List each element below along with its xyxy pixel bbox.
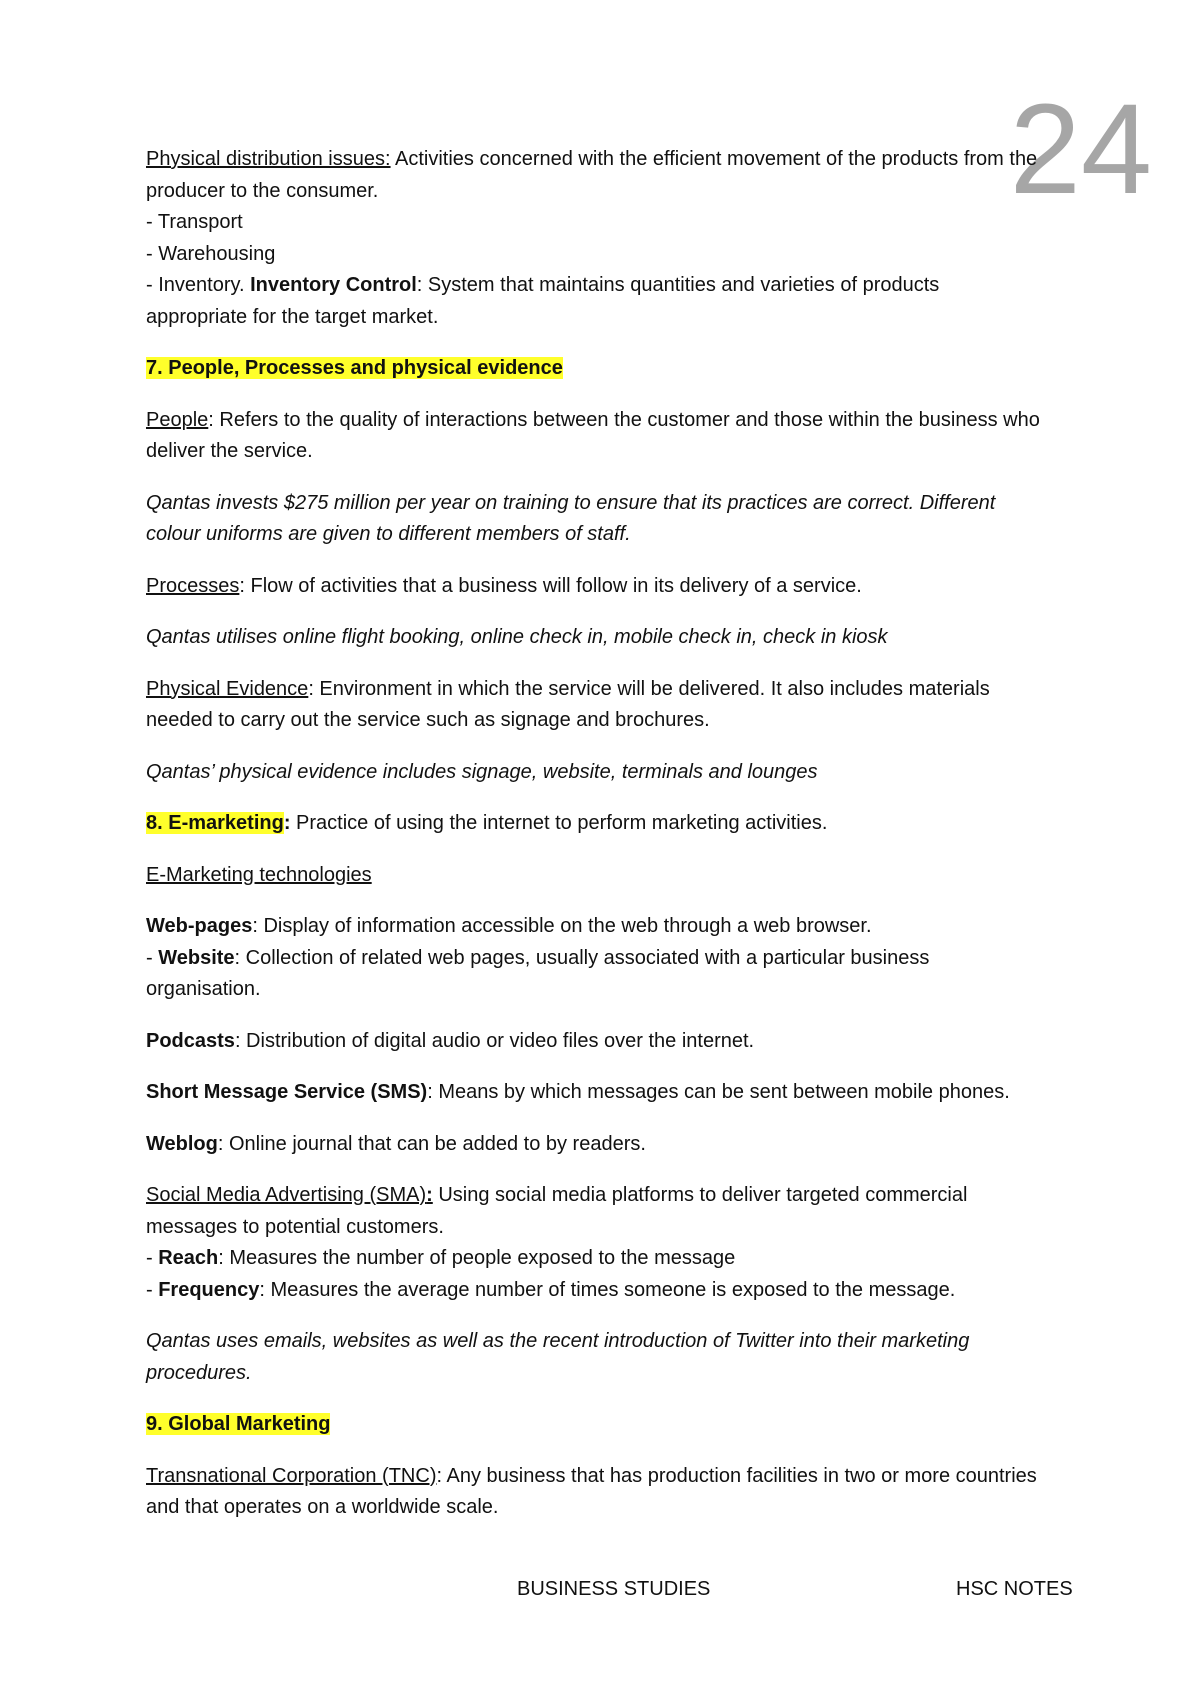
reach-prefix: - (146, 1247, 159, 1269)
sma-definition: Using social media platforms to deliver targeted commercial messages to potential customers. (146, 1184, 968, 1238)
section8-heading-colon: : (283, 812, 291, 834)
physical-evidence-example: Qantas’ physical evidence includes signage, website, terminals and lounges (146, 760, 818, 783)
frequency-term: Frequency (158, 1278, 260, 1301)
tnc-term: Transnational Corporation (TNC) (146, 1464, 437, 1487)
podcasts-term: Podcasts (146, 1029, 235, 1052)
sma-colon: : (426, 1184, 433, 1206)
tnc-definition: : Any business that has production facilities in two or more countries and that operates on a worldwide scale. (146, 1464, 1037, 1518)
frequency-item (146, 1275, 1046, 1307)
weblog-definition: : Online journal that can be added to by readers. (217, 1132, 646, 1155)
physical-evidence-definition: : Environment in which the service will be delivered. It also includes materials needed to carry out the service such as signage and brochures. (146, 677, 990, 731)
section8-heading-block (146, 808, 1046, 840)
sms-term: Short Message Service (SMS) (146, 1081, 428, 1103)
section9-heading-block (146, 1409, 1046, 1441)
reach-item (146, 1243, 1046, 1275)
processes-block (146, 571, 1046, 603)
webpages-block (146, 911, 1046, 1006)
inventory-prefix: - Inventory. (146, 274, 251, 296)
footer-notes-label: HSC NOTES (956, 1578, 1073, 1600)
list-item-inventory (146, 270, 1046, 333)
weblog-block (146, 1129, 1046, 1161)
section8-heading: 8. E-marketing (146, 812, 284, 834)
tnc-block (146, 1461, 1046, 1524)
processes-definition: : Flow of activities that a business will follow in its delivery of a service. (239, 574, 862, 597)
weblog-term: Weblog (146, 1132, 218, 1155)
people-definition: : Refers to the quality of interactions between the customer and those within the business who deliver the service. (146, 408, 1040, 462)
emarketing-example: Qantas uses emails, websites as well as the recent introduction of Twitter into their marketing procedures. (146, 1330, 970, 1384)
section9-heading: 9. Global Marketing (146, 1413, 331, 1435)
people-term: People (146, 408, 209, 431)
physical-distribution-definition: Activities concerned with the efficient movement of the products from the producer to the consumer. (146, 148, 1038, 202)
document-body (146, 144, 1046, 1544)
sma-term: Social Media Advertising (SMA) (146, 1184, 427, 1206)
people-block (146, 405, 1046, 468)
sma-block (146, 1180, 1046, 1306)
section8-definition: Practice of using the internet to perform marketing activities. (290, 812, 828, 834)
frequency-prefix: - (146, 1278, 159, 1301)
website-prefix: - (146, 946, 159, 969)
page-number: 24 (1009, 78, 1152, 221)
reach-definition: : Measures the number of people exposed to the message (218, 1247, 736, 1269)
physical-distribution-term: Physical distribution issues: (146, 148, 391, 170)
list-item-warehousing: - Warehousing (146, 242, 276, 265)
section7-heading-block (146, 353, 1046, 385)
people-example: Qantas invests $275 million per year on training to ensure that its practices are correct. Different colour uniforms are given to different members of staff. (146, 491, 996, 545)
webpages-definition: : Display of information accessible on the web through a web browser. (252, 915, 872, 937)
sms-block (146, 1077, 1046, 1109)
physical-distribution-block (146, 144, 1046, 333)
physical-evidence-block (146, 674, 1046, 737)
website-definition: : Collection of related web pages, usually associated with a particular business organisation. (146, 946, 930, 1000)
reach-term: Reach (158, 1247, 219, 1269)
inventory-control-definition: : System that maintains quantities and varieties of products appropriate for the target market. (146, 274, 940, 328)
processes-term: Processes (146, 574, 240, 597)
website-item (146, 943, 1046, 1006)
list-item-transport: - Transport (146, 211, 243, 233)
physical-evidence-term: Physical Evidence (146, 677, 309, 700)
technologies-heading-block (146, 860, 1046, 892)
processes-example: Qantas utilises online flight booking, online check in, mobile check in, check in kiosk (146, 626, 888, 648)
website-term: Website (158, 946, 235, 969)
section7-heading: 7. People, Processes and physical evidence (146, 357, 563, 379)
inventory-control-term: Inventory Control (250, 274, 417, 296)
podcasts-definition: : Distribution of digital audio or video files over the internet. (234, 1029, 755, 1052)
frequency-definition: : Measures the average number of times someone is exposed to the message. (259, 1278, 956, 1301)
podcasts-block (146, 1026, 1046, 1058)
webpages-term: Web-pages (146, 915, 253, 937)
footer-subject: BUSINESS STUDIES (517, 1578, 711, 1600)
sms-definition: : Means by which messages can be sent between mobile phones. (427, 1081, 1010, 1103)
technologies-heading: E-Marketing technologies (146, 863, 372, 886)
